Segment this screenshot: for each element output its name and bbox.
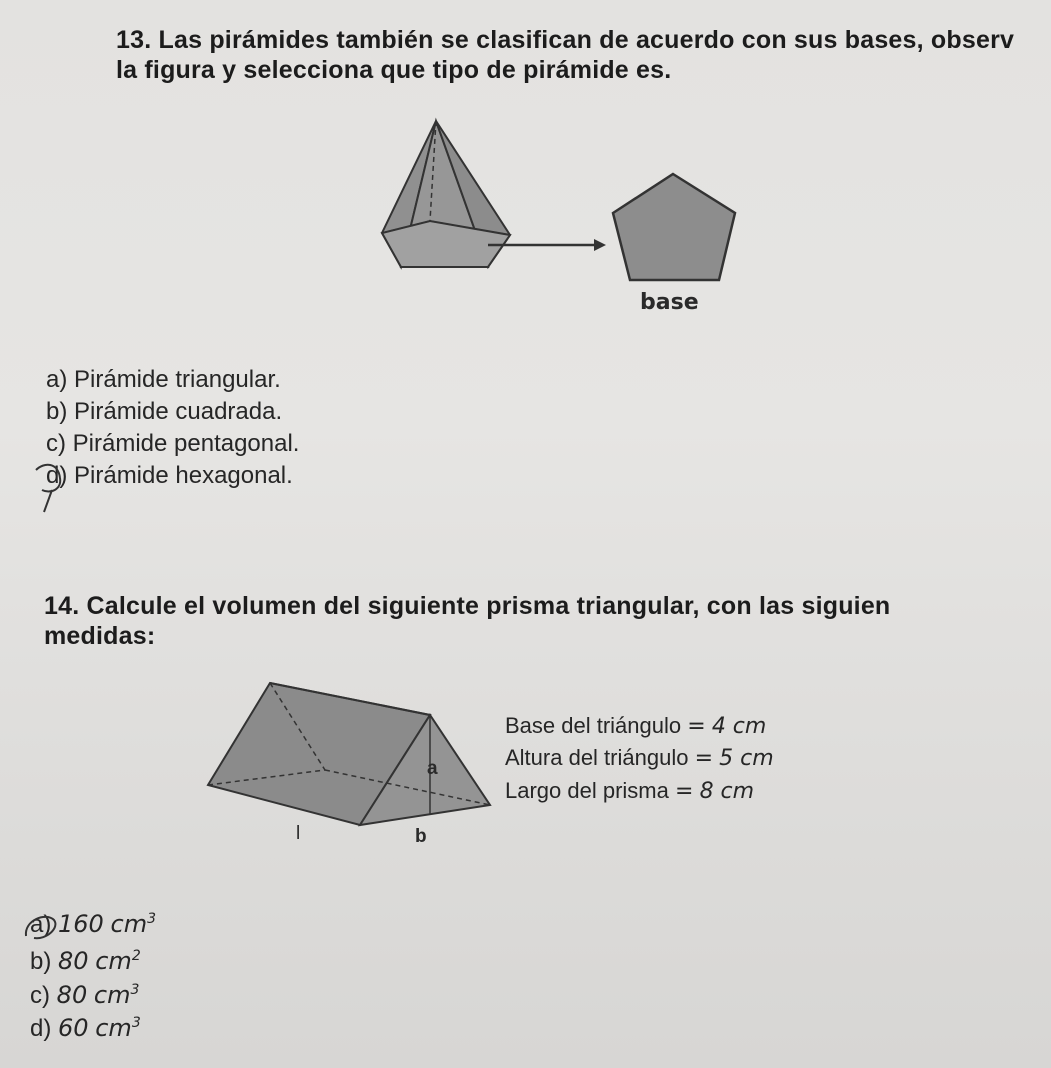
option-unit: cm — [110, 910, 148, 938]
q14-option-d[interactable] — [30, 1014, 141, 1043]
measure-base — [505, 713, 766, 739]
option-unit: cm — [95, 1014, 132, 1042]
q14-title-line1: 14. Calcule el volumen del siguiente prisma triangular, con las siguien — [44, 592, 891, 620]
option-exponent: 3 — [130, 982, 140, 998]
handwritten-mark-icon — [30, 460, 110, 520]
q14-option-c[interactable] — [30, 981, 139, 1010]
q13-title-line1: 13. Las pirámides también se clasifican de acuerdo con sus bases, observ — [116, 26, 1015, 54]
base-caption: base — [640, 290, 699, 315]
pentagon-base-figure — [605, 168, 745, 286]
figure-label-a: a — [427, 758, 438, 779]
pentagonal-pyramid-figure — [370, 115, 620, 275]
option-letter: a) — [30, 911, 52, 938]
option-value: 60 — [58, 1014, 89, 1042]
option-exponent: 3 — [131, 1015, 141, 1031]
figure-label-l: l — [296, 823, 301, 844]
q14-title-line2: medidas: — [44, 622, 156, 650]
q13-option-d[interactable]: d) Pirámide hexagonal. — [46, 462, 293, 489]
measure-eq: = — [675, 779, 694, 804]
measure-value: 8 cm — [699, 779, 755, 804]
option-value: 80 — [58, 947, 89, 975]
measure-value: 4 cm — [711, 714, 767, 739]
option-unit: cm — [93, 981, 131, 1009]
measure-value: 5 cm — [719, 746, 774, 771]
q14-option-b[interactable] — [30, 947, 141, 976]
option-value: 80 — [56, 981, 88, 1009]
measure-height — [505, 745, 774, 771]
q13-option-a[interactable]: a) Pirámide triangular. — [46, 366, 281, 393]
option-letter: b) — [30, 948, 52, 975]
q13-option-b[interactable]: b) Pirámide cuadrada. — [46, 398, 283, 425]
option-exponent: 3 — [147, 911, 156, 927]
measure-eq: = — [687, 714, 706, 739]
figure-label-b: b — [415, 826, 427, 847]
measure-label: Altura del triángulo — [505, 745, 689, 770]
option-letter: c) — [30, 982, 50, 1009]
q13-title-line2: la figura y selecciona que tipo de pirámide es. — [116, 56, 672, 84]
pentagon-shape — [613, 174, 735, 280]
option-exponent: 2 — [131, 948, 141, 964]
measure-eq: = — [694, 746, 714, 771]
handwritten-circle-icon — [20, 906, 70, 946]
q13-option-c[interactable]: c) Pirámide pentagonal. — [46, 430, 300, 457]
option-letter: d) — [30, 1015, 52, 1042]
triangular-prism-figure — [200, 675, 500, 835]
measure-length — [505, 778, 754, 804]
option-value: 160 — [58, 910, 104, 938]
option-unit: cm — [95, 947, 132, 975]
measure-label: Base del triángulo — [505, 713, 682, 738]
measure-label: Largo del prisma — [505, 778, 669, 803]
